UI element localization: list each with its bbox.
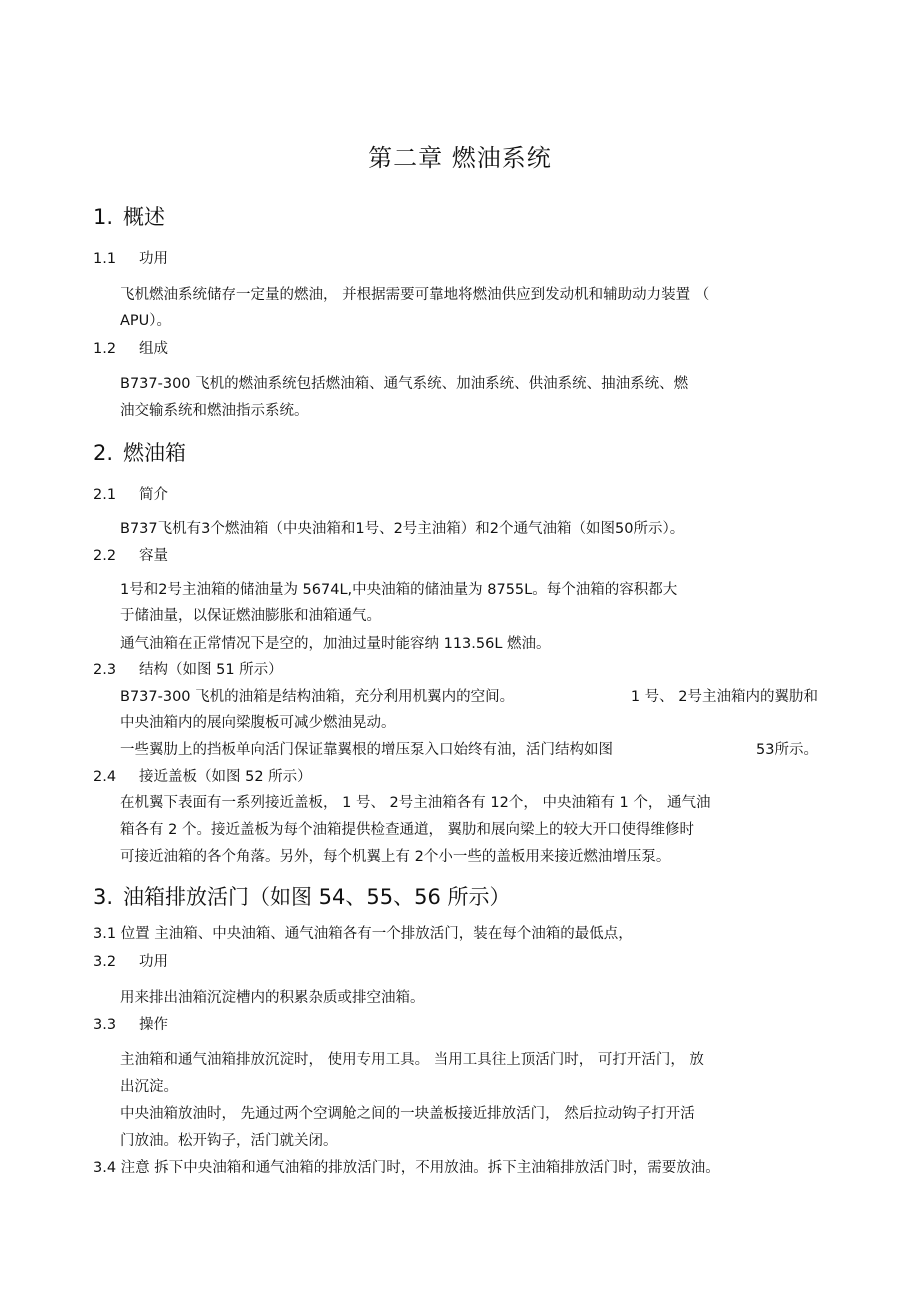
section-number: 2. [93,441,114,465]
subsection-1-1 [93,247,168,268]
paragraph-line: 油交输系统和燃油指示系统。 [120,403,309,419]
text-segment: 1 号、 2号主油箱内的翼肋和 [630,689,818,705]
section-title: 油箱排放活门（如图 54、55、56 所示） [123,885,511,909]
section-3-heading [93,881,511,911]
subsection-title: 功用 [139,251,168,267]
subsection-number: 2.2 [93,548,117,564]
paragraph-line: 1号和2号主油箱的储油量为 5674L,中央油箱的储油量为 8755L。每个油箱的容积都大 [120,582,678,598]
text-segment: 53所示。 [756,742,818,758]
paragraph-line: 于储油量，以保证燃油膨胀和油箱通气。 [120,608,381,624]
paragraph-line: B737-300 飞机的燃油系统包括燃油箱、通气系统、加油系统、供油系统、抽油系统、燃 [120,376,689,392]
subsection-3-1: 3.1 位置 主油箱、中央油箱、通气油箱各有一个排放活门，装在每个油箱的最低点， [93,926,633,942]
subsection-number: 2.4 [93,769,117,785]
subsection-title: 功用 [139,954,168,970]
subsection-number: 3.3 [93,1017,117,1033]
subsection-number: 1.1 [93,251,117,267]
subsection-number: 1.2 [93,341,117,357]
subsection-title: 容量 [139,548,168,564]
subsection-2-1 [93,483,168,504]
paragraph-line: APU）。 [120,313,172,329]
paragraph-line: 门放油。松开钩子，活门就关闭。 [120,1133,338,1149]
subsection-title: 结构（如图 51 所示） [139,662,283,678]
subsection-3-4: 3.4 注意 拆下中央油箱和通气油箱的排放活门时，不用放油。拆下主油箱排放活门时，需要放油。 [93,1160,720,1176]
paragraph-line: 用来排出油箱沉淀槽内的积累杂质或排空油箱。 [120,990,425,1006]
paragraph-line: 飞机燃油系统储存一定量的燃油， 并根据需要可靠地将燃油供应到发动机和辅助动力装置 （ [120,287,710,303]
subsection-3-3 [93,1013,168,1034]
subsection-1-2 [93,337,168,358]
subsection-3-2 [93,950,168,971]
paragraph-line: 主油箱和通气油箱排放沉淀时， 使用专用工具。 当用工具往上顶活门时， 可打开活门， 放 [120,1052,704,1068]
section-number: 1. [93,205,114,229]
paragraph-line: 在机翼下表面有一系列接近盖板， 1 号、 2号主油箱各有 12个， 中央油箱有 1 个， 通气油 [120,795,711,811]
paragraph-line [120,738,818,759]
section-2-heading [93,437,186,467]
subsection-number: 3.2 [93,954,117,970]
paragraph-line: B737飞机有3个燃油箱（中央油箱和1号、2号主油箱）和2个通气油箱（如图50所示）。 [120,521,685,537]
section-title: 概述 [123,205,165,229]
subsection-number: 2.1 [93,487,117,503]
text-segment: 一些翼肋上的挡板单向活门保证靠翼根的增压泵入口始终有油，活门结构如图 [120,742,613,758]
section-title: 燃油箱 [123,441,186,465]
subsection-title: 简介 [139,487,168,503]
paragraph-line [120,685,818,706]
section-1-heading [93,201,165,231]
paragraph-line: 中央油箱放油时， 先通过两个空调舱之间的一块盖板接近排放活门， 然后拉动钩子打开活 [120,1106,695,1122]
subsection-2-2 [93,544,168,565]
subsection-2-3 [93,658,283,679]
section-number: 3. [93,885,114,909]
subsection-title: 接近盖板（如图 52 所示） [139,769,312,785]
paragraph-line: 出沉淀。 [120,1079,178,1095]
text-segment: B737-300 飞机的油箱是结构油箱，充分利用机翼内的空间。 [120,689,515,705]
subsection-title: 操作 [139,1017,168,1033]
paragraph-line: 中央油箱内的展向梁腹板可减少燃油晃动。 [120,715,396,731]
subsection-2-4 [93,765,312,786]
paragraph-line: 箱各有 2 个。接近盖板为每个油箱提供检查通道， 翼肋和展向梁上的较大开口使得维修时 [120,822,695,838]
page-title: 第二章 燃油系统 [368,144,552,172]
subsection-number: 2.3 [93,662,117,678]
paragraph-line: 可接近油箱的各个角落。另外，每个机翼上有 2个小一些的盖板用来接近燃油增压泵。 [120,849,671,865]
subsection-title: 组成 [139,341,168,357]
paragraph-line: 通气油箱在正常情况下是空的，加油过量时能容纳 113.56L 燃油。 [120,636,551,652]
